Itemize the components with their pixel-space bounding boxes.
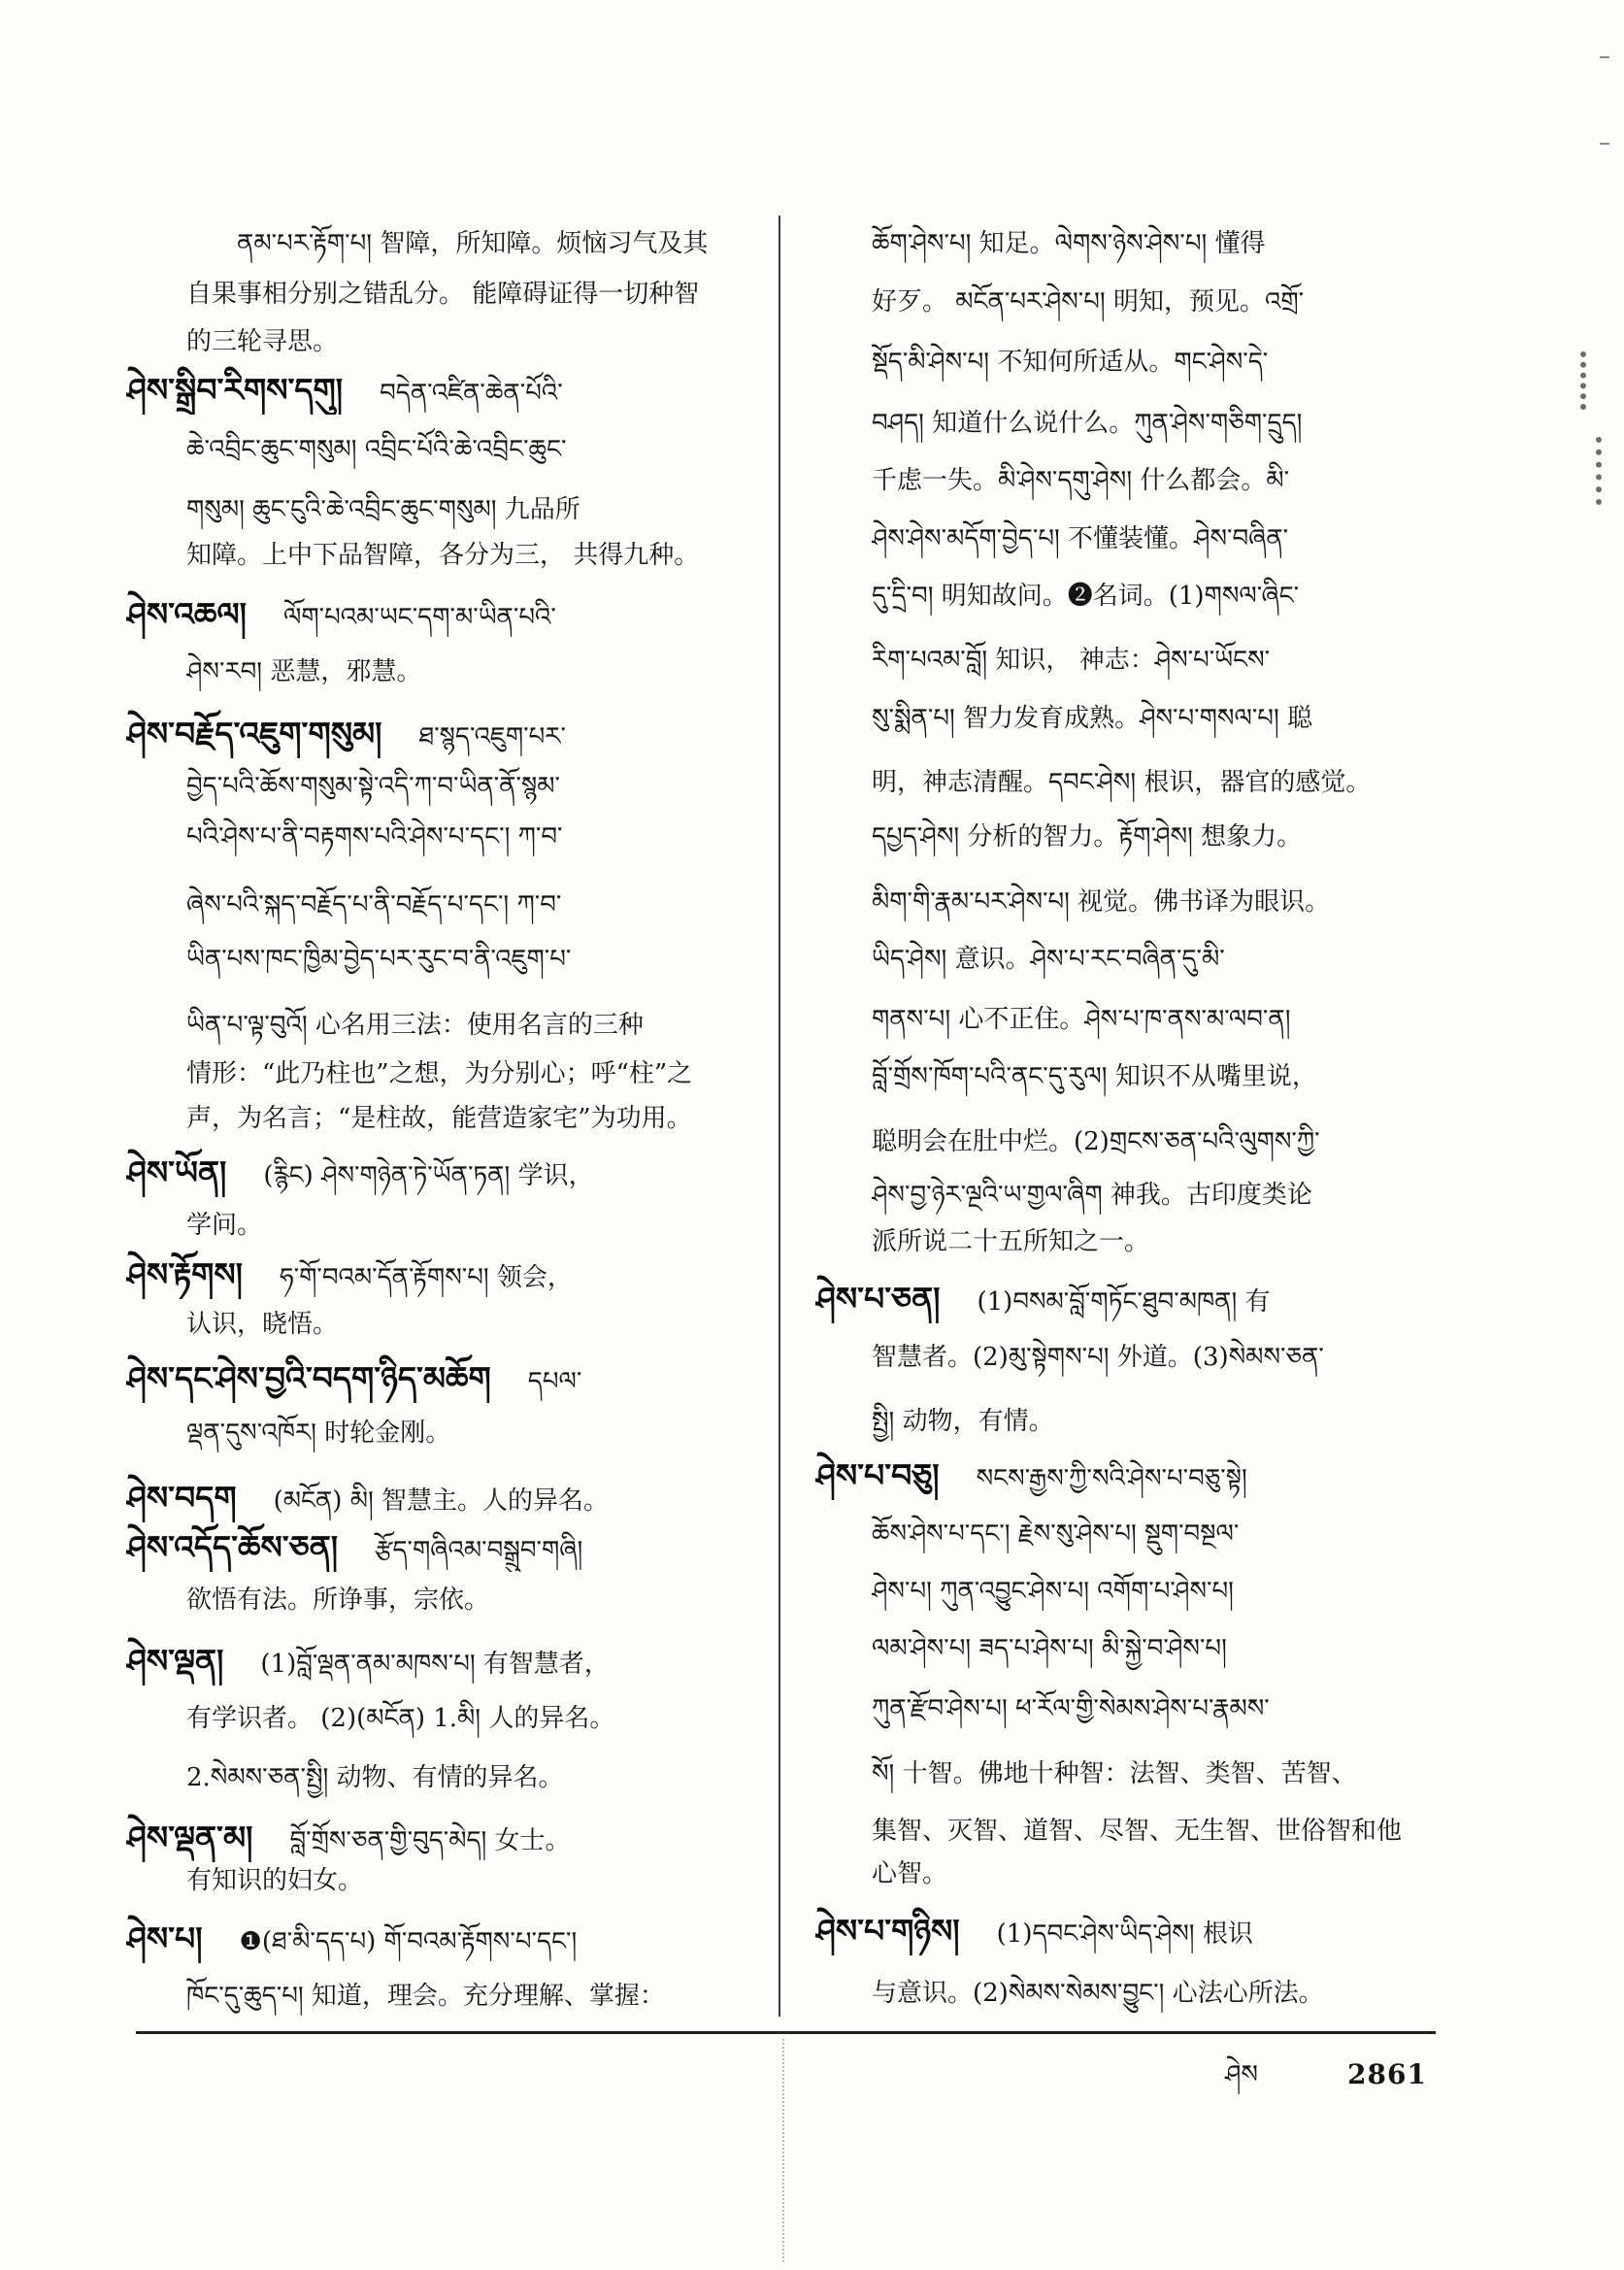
entry-line: 聪明会在肚中烂。(2)གྲངས་ཅན་པའི་ལུགས་ཀྱི་: [872, 1127, 1320, 1156]
entry-first-line: [126, 1814, 756, 1862]
entry-line: བཤད། 知道什么说什么。ཀུན་ཤེས་གཅིག་དྲུད།: [872, 409, 1303, 438]
entry-text: བདེན་འཛིན་ཆེན་པོའི་: [380, 379, 563, 408]
entry-line: 与意识。(2)སེམས་སེམས་བྱུང་། 心法心所法。: [872, 1979, 1324, 2008]
entry-line: 集智、灭智、道智、尽智、无生智、世俗智和他: [872, 1817, 1403, 1846]
entry-headword: ཤེས་དང་ཤེས་བྱའི་བདག་ཉིད་མཆོག: [126, 1359, 491, 1397]
entry-first-line: [126, 1523, 756, 1572]
entry-line: ཤེས་པ། ཀུན་འབྱུང་ཤེས་པ། འགོག་པ་ཤེས་པ།: [872, 1577, 1234, 1606]
entry-line: ཤེས་ཤེས་མདོག་བྱེད་པ། 不懂装懂。ཤེས་བཞིན་: [872, 524, 1289, 553]
entry-text: ལོག་པའམ་ཡང་དག་མ་ཡིན་པའི་: [282, 603, 556, 632]
column-divider: [779, 216, 780, 2017]
entry-text: དཔལ་: [527, 1367, 582, 1396]
entry-line: གསུམ། ཆུང་ངུའི་ཆེ་འབྲིང་ཆུང་གསུམ། 九品所: [186, 495, 580, 524]
entry-line: སོ། 十智。佛地十种智：法智、类智、苦智、: [872, 1759, 1357, 1788]
entry-line: 自果事相分别之错乱分。 能障碍证得一切种智: [186, 280, 700, 309]
entry-line: དཔྱད་ཤེས། 分析的智力。རྟོག་ཤེས། 想象力。: [872, 822, 1303, 851]
entry-line: རིག་པའམ་བློ། 知识， 神志：ཤེས་པ་ཡོངས་: [872, 646, 1271, 675]
entry-line: 明，神志清醒。དབང་ཤེས། 根识，器官的感觉。: [872, 768, 1372, 797]
entry-text: ❶(ཐ་མི་དད་པ) གོ་བའམ་རྟོགས་པ་དང་།: [239, 1927, 578, 1956]
entry-line: མིག་གི་རྣམ་པར་ཤེས་པ། 视觉。佛书译为眼识。: [872, 887, 1331, 917]
entry-line: ཆོས་ཤེས་པ་དང་། རྗེས་སུ་ཤེས་པ། སྡུག་བསྔལ་: [872, 1519, 1240, 1549]
entry-line: 2.སེམས་ཅན་སྤྱི། 动物、有情的异名。: [186, 1763, 564, 1792]
entry-line: ཁོང་དུ་ཆུད་པ། 知道，理会。充分理解、掌握：: [186, 1982, 665, 2011]
entry-line: 派所说二十五所知之一。: [872, 1227, 1150, 1256]
entry-line: 智慧者。(2)མུ་སྟེགས་པ། 外道。(3)སེམས་ཅན་: [872, 1343, 1324, 1372]
scan-mark: [1600, 56, 1609, 58]
entry-line: 心智。: [872, 1859, 948, 1888]
entry-first-line: [126, 1354, 756, 1403]
scan-mark: [1600, 143, 1609, 145]
entry-first-line: [126, 590, 756, 639]
entry-line: སུ་སྨིན་པ། 智力发育成熟。ཤེས་པ་གསལ་པ། 聪: [872, 704, 1313, 733]
entry-headword: ཤེས་པ་གཉིས།: [815, 1912, 960, 1950]
scan-mark: [1580, 351, 1586, 410]
entry-text: (མངོན) མི། 智慧主。人的异名。: [273, 1486, 609, 1516]
entry-line: 有知识的妇女。: [186, 1866, 364, 1895]
footer-rule: [136, 2031, 1436, 2034]
entry-text: ཐ་སྙད་འཇུག་པར་: [418, 722, 566, 751]
entry-line: ཤེས་རབ། 恶慧，邪慧。: [186, 657, 422, 686]
entry-line: གནས་པ། 心不正住。ཤེས་པ་ཁ་ནས་མ་ལབ་ན།: [872, 1005, 1291, 1034]
entry-first-line: [815, 1275, 1436, 1323]
entry-first-line: [126, 1251, 756, 1299]
entry-line: ལམ་ཤེས་པ། ཟད་པ་ཤེས་པ། མི་སྐྱེ་བ་ཤེས་པ།: [872, 1634, 1227, 1663]
entry-line: ཡིན་པས་ཁང་ཁྱིམ་བྱེད་པར་རུང་བ་ནི་འཇུག་པ་: [186, 945, 572, 974]
entry-text: (1)དབང་ཤེས་ཡིད་ཤེས། 根识: [996, 1919, 1253, 1949]
entry-headword: ཤེས་སྒྲིབ་རིགས་དགུ།: [126, 371, 344, 409]
entry-text: སངས་རྒྱས་ཀྱི་སའི་ཤེས་པ་བཅུ་སྟེ།: [976, 1464, 1247, 1493]
entry-first-line: [126, 1474, 756, 1522]
entry-line: ཆེ་འབྲིང་ཆུང་གསུམ། འབྲིང་པོའི་ཆེ་འབྲིང་ཆུང་: [186, 435, 567, 464]
entry-text: (རྙིང) ཤེས་གཉེན་ཏེ་ཡོན་ཏན། 学识，: [263, 1161, 594, 1190]
entry-line: ཞེས་པའི་སྐད་བརྗོད་པ་ནི་བརྗོད་པ་དང་། ཀ་བ་: [186, 890, 562, 919]
entry-first-line: [126, 366, 756, 415]
entry-line: བློ་གྲོས་ཁོག་པའི་ནང་དུ་རུལ། 知识不从嘴里说，: [872, 1062, 1317, 1091]
entry-line: ཡིན་པ་ལྟ་བུའོ། 心名用三法：使用名言的三种: [186, 1011, 644, 1040]
entry-line: 学问。: [186, 1211, 263, 1240]
entry-first-line: [126, 1637, 756, 1686]
entry-line: དུ་དྲི་བ། 明知故问。❷名词。(1)གསལ་ཞིང་: [872, 582, 1300, 611]
entry-line: ཀུན་རྫོབ་ཤེས་པ། ཕ་རོལ་གྱི་སེམས་ཤེས་པ་རྣམས་: [872, 1694, 1270, 1723]
entry-line: ཤེས་བྱ་ཉེར་ལྔའི་ཡ་གྱལ་ཞིག 神我。古印度类论: [872, 1181, 1312, 1210]
entry-line: 知障。上中下品智障，各分为三， 共得九种。: [186, 541, 700, 570]
entry-line: པའི་ཤེས་པ་ནི་བརྟགས་པའི་ཤེས་པ་དང་། ཀ་བ་: [186, 822, 563, 851]
entry-first-line: [815, 1452, 1436, 1500]
entry-headword: ཤེས་པ་ཅན།: [815, 1280, 941, 1318]
entry-headword: ཤེས་བརྗོད་འཇུག་གསུམ།: [126, 715, 382, 752]
entry-headword: ཤེས་པ།: [126, 1919, 203, 1957]
entry-first-line: [126, 1915, 756, 1963]
entry-line: ནམ་པར་རྟོག་པ། 智障，所知障。烦恼习气及其: [237, 229, 709, 258]
entry-line: ཆོག་ཤེས་པ། 知足。ལེགས་ཉེས་ཤེས་པ། 懂得: [872, 229, 1266, 258]
entry-headword: ཤེས་ཡོན།: [126, 1153, 227, 1191]
entry-line: སྤྱི། 动物，有情。: [872, 1407, 1054, 1436]
entry-text: ཧ་གོ་བའམ་དོན་རྟོགས་པ། 领会，: [280, 1263, 573, 1292]
entry-headword: ཤེས་ལྡན་མ།: [126, 1819, 253, 1856]
entry-text: རྩོད་གཞིའམ་བསྒྲུབ་གཞི།: [375, 1536, 583, 1565]
entry-first-line: [126, 710, 756, 758]
entry-text: (1)བློ་ལྡན་ནམ་མཁས་པ། 有智慧者，: [260, 1650, 610, 1679]
running-head: ཤེས: [1225, 2060, 1258, 2089]
entry-text: (1)བསམ་བློ་གཏོང་ཐུབ་མཁན། 有: [977, 1287, 1271, 1317]
entry-headword: ཤེས་འཆལ།: [126, 595, 247, 633]
scan-mark: [1596, 437, 1602, 505]
page-number: 2861: [1347, 2058, 1427, 2090]
entry-line: 认识，晓悟。: [186, 1310, 339, 1339]
entry-line: ལྡན་དུས་འཁོར། 时轮金刚。: [186, 1419, 451, 1448]
entry-headword: ཤེས་རྟོགས།: [126, 1255, 243, 1293]
entry-first-line: [815, 1907, 1436, 1955]
entry-line: 好歹。 མངོན་པར་ཤེས་པ། 明知，预见。འགྲོ་: [872, 287, 1305, 317]
entry-line: 的三轮寻思。: [186, 327, 339, 356]
entry-headword: ཤེས་བདག: [126, 1479, 237, 1517]
entry-line: 情形：“此乃柱也”之想，为分别心；呼“柱”之: [186, 1059, 693, 1088]
entry-line: 有学识者。 (2)(མངོན) 1.མི། 人的异名。: [186, 1704, 615, 1733]
column-divider-tail: [782, 2039, 784, 2262]
entry-line: 千虑一失。མི་ཤེས་དགུ་ཤེས། 什么都会。མི་: [872, 466, 1290, 495]
entry-first-line: [126, 1149, 756, 1197]
entry-text: བློ་གྲོས་ཅན་གྱི་བུད་མེད། 女士。: [289, 1826, 571, 1855]
entry-headword: ཤེས་ལྡན།: [126, 1642, 224, 1680]
entry-headword: ཤེས་པ་བཅུ།: [815, 1456, 940, 1494]
entry-line: 声，为名言；“是柱故，能营造家宅”为功用。: [186, 1104, 692, 1133]
entry-headword: ཤེས་འདོད་ཆོས་ཅན།: [126, 1528, 339, 1566]
entry-line: སྡོད་མི་ཤེས་པ། 不知何所适从。གང་ཤེས་དེ་: [872, 348, 1269, 377]
entry-line: 欲悟有法。所诤事，宗依。: [186, 1586, 490, 1615]
entry-line: ཡིད་ཤེས། 意识。ཤེས་པ་རང་བཞིན་དུ་མི་: [872, 945, 1225, 974]
entry-line: བྱེད་པའི་ཆོས་གསུམ་སྟེ་འདི་ཀ་བ་ཡིན་ནོ་སྙམ་: [186, 772, 560, 801]
